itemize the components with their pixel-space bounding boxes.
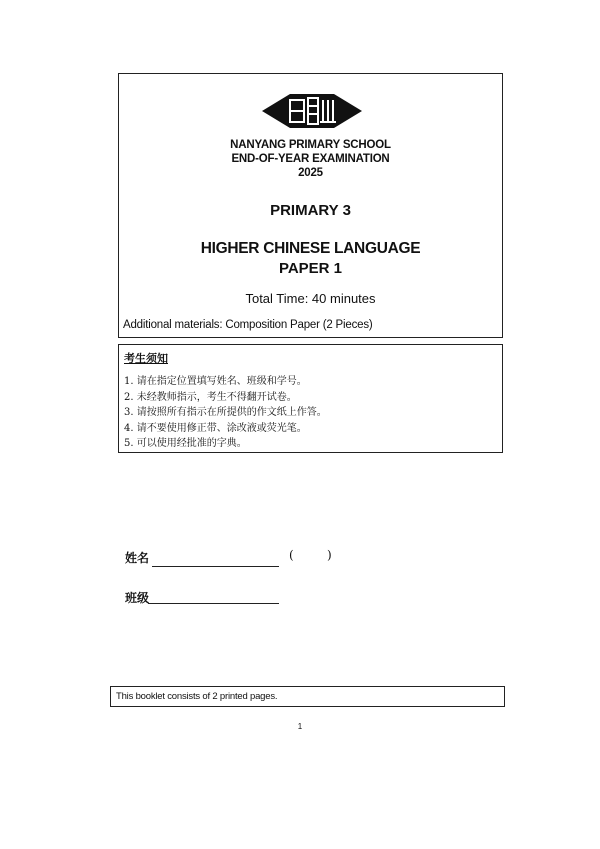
booklet-note: This booklet consists of 2 printed pages.	[116, 691, 278, 702]
page-number: 1	[297, 722, 303, 731]
exam-year: 2025	[298, 167, 323, 179]
index-paren-close: )	[327, 548, 332, 562]
school-crest-icon	[260, 92, 364, 130]
instruction-item: 3. 请按照所有指示在所提供的作文纸上作答。	[124, 407, 327, 418]
instruction-item: 4. 请不要使用修正带、涂改液或荧光笔。	[124, 422, 307, 434]
instruction-item: 2. 未经教师指示，考生不得翻开试卷。	[124, 391, 297, 403]
footer-box	[110, 686, 505, 707]
instruction-item: 1. 请在指定位置填写姓名、班级和学号。	[124, 376, 307, 387]
class-input-line[interactable]	[148, 589, 279, 604]
class-label: 班级	[125, 591, 150, 605]
school-name: NANYANG PRIMARY SCHOOL	[230, 139, 391, 151]
exam-name: END-OF-YEAR EXAMINATION	[231, 153, 390, 165]
instructions-list	[124, 374, 327, 452]
instructions-box	[118, 344, 503, 453]
index-paren-open: (	[289, 548, 294, 562]
instruction-item: 5. 可以使用经批准的字典。	[124, 438, 247, 449]
paper-title: PAPER 1	[278, 260, 343, 277]
name-input-line[interactable]	[152, 552, 279, 567]
name-label: 姓名	[125, 551, 150, 565]
subject-title: HIGHER CHINESE LANGUAGE	[200, 240, 421, 257]
cover-header-box	[118, 73, 503, 338]
additional-materials: Additional materials: Composition Paper (2 Pieces)	[123, 319, 373, 331]
total-time: Total Time: 40 minutes	[245, 291, 376, 306]
level-title: PRIMARY 3	[270, 202, 351, 219]
instructions-title: 考生须知	[124, 352, 168, 365]
